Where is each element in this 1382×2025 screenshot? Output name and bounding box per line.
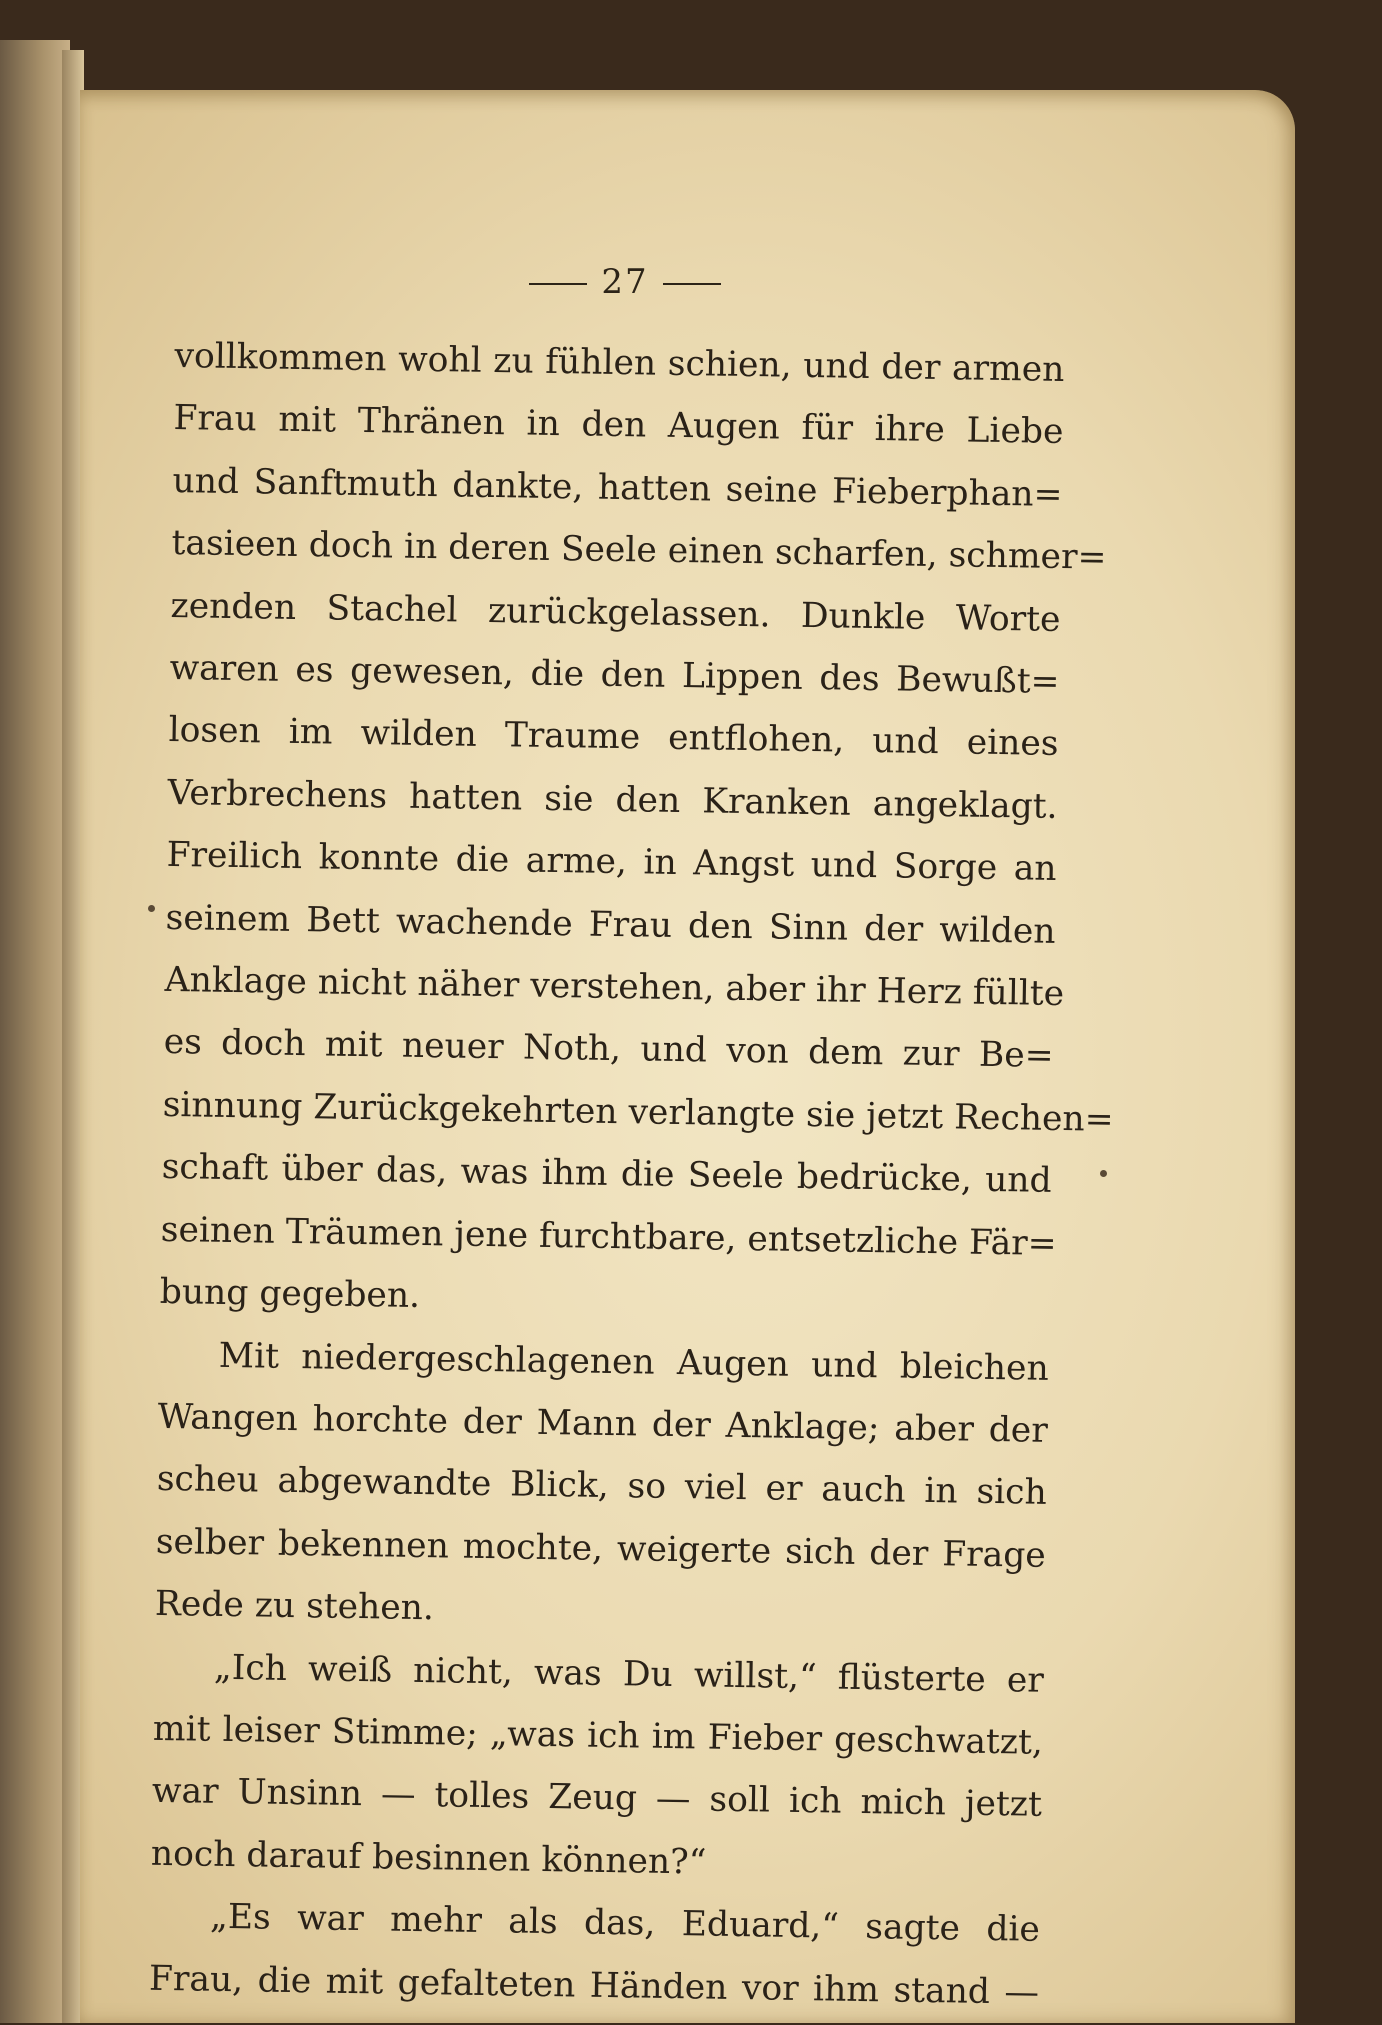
text-line: selber bekennen mochte, weigerte sich der Frage: [155, 1521, 1047, 1576]
text-line: Verbrechens hatten sie den Kranken angeklagt.: [167, 772, 1058, 827]
text-line: scheu abgewandte Blick, so viel er auch in sich: [156, 1459, 1048, 1514]
text-line: tasieen doch in deren Seele einen scharfen, schmer=: [171, 523, 1107, 578]
text-line: Mit niedergeschlagenen Augen und bleichen: [218, 1335, 1050, 1389]
text-line: sinnung Zurückgekehrten verlangte sie jetzt Rechen=: [162, 1084, 1114, 1140]
text-line: Rede zu stehen.: [154, 1583, 435, 1629]
ink-speck: [148, 905, 155, 912]
text-line: „Es war mehr als das, Eduard,“ sagte die: [209, 1896, 1041, 1950]
ornament-right: [663, 283, 721, 285]
text-line: Wangen horchte der Mann der Anklage; aber der: [157, 1396, 1049, 1451]
text-line: noch darauf besinnen können?“: [150, 1833, 707, 1883]
text-line: schaft über das, was ihm die Seele bedrücke, und: [161, 1147, 1052, 1202]
text-line: zenden Stachel zurückgelassen. Dunkle Worte: [170, 585, 1061, 640]
text-line: Anklage nicht näher verstehen, aber ihr Herz füllte: [164, 959, 1065, 1015]
text-line: seinen Träumen jene furchtbare, entsetzliche Fär=: [160, 1209, 1057, 1264]
text-line: Freilich konnte die arme, in Angst und Sorge an: [166, 835, 1057, 890]
page-number: 27: [601, 262, 649, 302]
text-line: seinem Bett wachende Frau den Sinn der wilden: [165, 897, 1056, 952]
page-number-header: [0, 262, 1250, 302]
text-line: war Unsinn — tolles Zeug — soll ich mich jetzt: [151, 1771, 1043, 1826]
text-line: vollkommen wohl zu fühlen schien, und der armen: [174, 335, 1065, 390]
ornament-left: [529, 283, 587, 285]
text-line: Frau, die mit gefalteten Händen vor ihm stand —: [148, 1958, 1040, 2013]
body-text: [148, 325, 1114, 2024]
text-line: es doch mit neuer Noth, und von dem zur Be=: [163, 1022, 1054, 1077]
text-line: bung gegeben.: [159, 1271, 421, 1317]
previous-page-edge: [0, 40, 70, 2023]
text-line: waren es gewesen, die den Lippen des Bewußt=: [169, 647, 1060, 702]
text-line: losen im wilden Traume entflohen, und eines: [168, 710, 1059, 765]
text-line: „Ich weiß nicht, was Du willst,“ flüsterte er: [213, 1647, 1045, 1701]
text-line: und Sanftmuth dankte, hatten seine Fieberphan=: [172, 460, 1063, 515]
ink-speck: [1100, 1170, 1107, 1177]
text-line: Frau mit Thränen in den Augen für ihre Liebe: [173, 398, 1064, 453]
text-line: mit leiser Stimme; „was ich im Fieber geschwatzt,: [152, 1708, 1044, 1763]
